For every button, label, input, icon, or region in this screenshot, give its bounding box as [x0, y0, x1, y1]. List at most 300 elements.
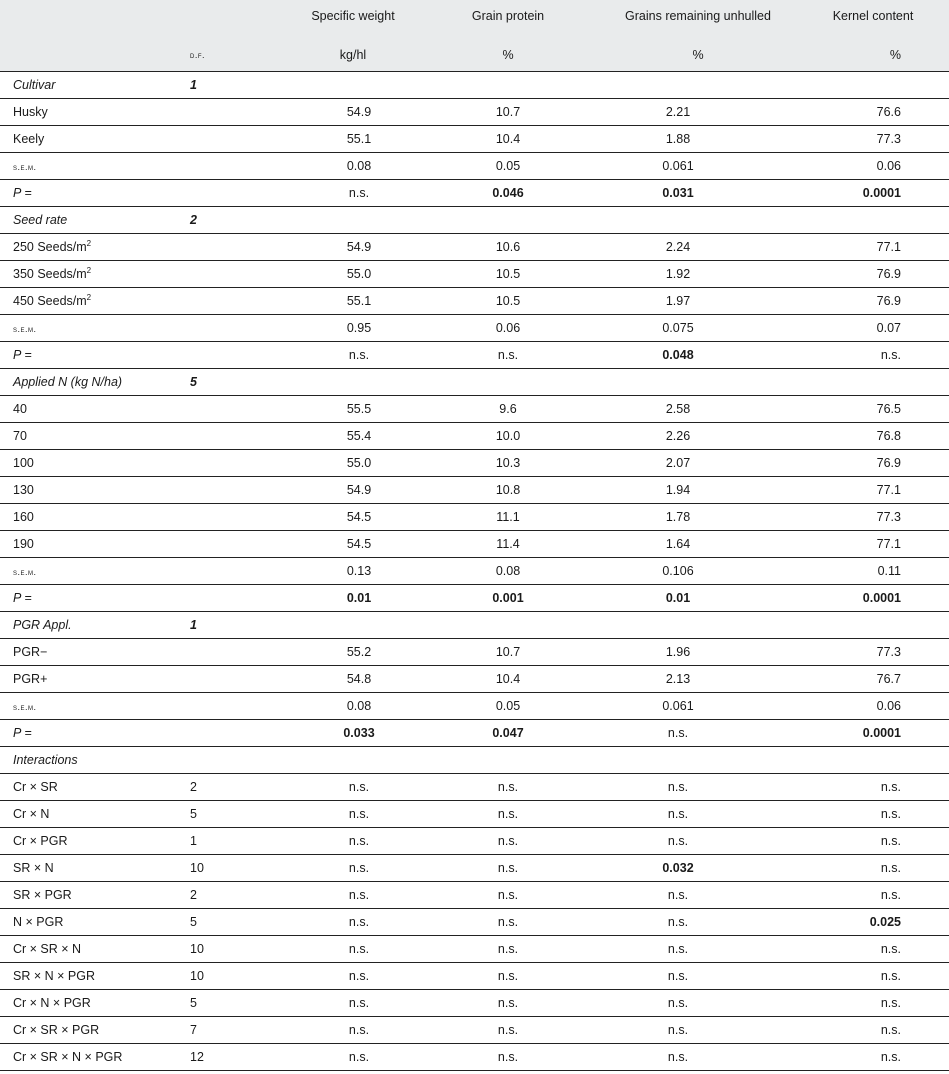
value-cell: 2.24: [588, 234, 808, 261]
row-label: [0, 882, 188, 909]
value-cell: 54.5: [278, 504, 428, 531]
df-cell: 10: [188, 855, 278, 882]
row-label-text: Keely: [13, 132, 45, 146]
value-cell: n.s.: [278, 801, 428, 828]
row-label-text: Cr × SR × PGR: [13, 1023, 100, 1037]
unit-grain-protein: %: [428, 38, 588, 72]
row-label: [0, 666, 188, 693]
row-label-text: Cultivar: [13, 78, 56, 92]
row-label-text: Interactions: [13, 753, 78, 767]
value-cell: 0.01: [588, 585, 808, 612]
value-cell: n.s.: [428, 774, 588, 801]
value-cell: 0.0001: [808, 720, 949, 747]
value-cell: 2.13: [588, 666, 808, 693]
row-label-text: Seed rate: [13, 213, 68, 227]
value-cell: [428, 369, 588, 396]
row-label-text: SR × N × PGR: [13, 969, 95, 983]
value-cell: 0.08: [278, 693, 428, 720]
table-row: [0, 450, 949, 477]
df-cell: [188, 288, 278, 315]
row-label: [0, 639, 188, 666]
value-cell: n.s.: [808, 774, 949, 801]
value-cell: 2.26: [588, 423, 808, 450]
value-cell: n.s.: [428, 801, 588, 828]
row-label-text: s.e.m.: [13, 567, 37, 577]
value-cell: n.s.: [808, 936, 949, 963]
value-cell: 0.06: [808, 693, 949, 720]
df-cell: [188, 315, 278, 342]
value-cell: 11.4: [428, 531, 588, 558]
superscript: 2: [86, 238, 92, 248]
table-row: [0, 1017, 949, 1044]
value-cell: [588, 207, 808, 234]
value-cell: 0.08: [278, 153, 428, 180]
value-cell: n.s.: [808, 882, 949, 909]
header-kernel-content: Kernel content: [808, 0, 949, 38]
value-cell: 55.0: [278, 261, 428, 288]
value-cell: 2.07: [588, 450, 808, 477]
value-cell: n.s.: [808, 963, 949, 990]
table-row: [0, 855, 949, 882]
table-row: [0, 936, 949, 963]
row-label-text: N × PGR: [13, 915, 64, 929]
df-cell: [188, 720, 278, 747]
df-cell: [188, 450, 278, 477]
value-cell: 0.048: [588, 342, 808, 369]
df-cell: [188, 693, 278, 720]
table-row: [0, 774, 949, 801]
section-row: [0, 207, 949, 234]
df-cell: 5: [188, 990, 278, 1017]
row-label: [0, 477, 188, 504]
value-cell: n.s.: [428, 909, 588, 936]
row-label-text: Cr × SR: [13, 780, 58, 794]
section-label: [0, 612, 188, 639]
value-cell: 77.3: [808, 639, 949, 666]
value-cell: 0.05: [428, 153, 588, 180]
row-label: [0, 990, 188, 1017]
table-row: [0, 882, 949, 909]
df-cell: 10: [188, 936, 278, 963]
df-cell: [188, 666, 278, 693]
unit-df: d.f.: [188, 38, 278, 72]
value-cell: 2.58: [588, 396, 808, 423]
value-cell: 10.7: [428, 99, 588, 126]
row-label-text: P =: [13, 726, 32, 740]
unit-blank: [0, 38, 188, 72]
df-cell: [188, 99, 278, 126]
value-cell: 55.1: [278, 288, 428, 315]
value-cell: n.s.: [588, 936, 808, 963]
row-label: [0, 774, 188, 801]
row-label-text: 40: [13, 402, 27, 416]
df-cell: [188, 477, 278, 504]
table-row: [0, 342, 949, 369]
unit-kernel-content: %: [808, 38, 949, 72]
value-cell: 0.031: [588, 180, 808, 207]
value-cell: 0.032: [588, 855, 808, 882]
value-cell: n.s.: [808, 855, 949, 882]
value-cell: n.s.: [278, 1044, 428, 1071]
df-cell: 1: [188, 72, 278, 99]
value-cell: 76.7: [808, 666, 949, 693]
value-cell: 76.9: [808, 450, 949, 477]
value-cell: n.s.: [428, 882, 588, 909]
row-label: [0, 423, 188, 450]
value-cell: 54.9: [278, 477, 428, 504]
value-cell: [588, 747, 808, 774]
value-cell: 0.061: [588, 693, 808, 720]
value-cell: n.s.: [428, 936, 588, 963]
table-row: [0, 153, 949, 180]
value-cell: 0.05: [428, 693, 588, 720]
value-cell: 1.64: [588, 531, 808, 558]
value-cell: [428, 612, 588, 639]
value-cell: 1.94: [588, 477, 808, 504]
section-row: [0, 612, 949, 639]
value-cell: 1.97: [588, 288, 808, 315]
value-cell: n.s.: [588, 720, 808, 747]
df-cell: [188, 639, 278, 666]
value-cell: 10.4: [428, 126, 588, 153]
header-grains-unhulled: Grains remaining unhulled: [588, 0, 808, 38]
df-cell: [188, 396, 278, 423]
table-row: [0, 909, 949, 936]
value-cell: 76.6: [808, 99, 949, 126]
row-label: [0, 531, 188, 558]
table-row: [0, 180, 949, 207]
table-row: [0, 1044, 949, 1071]
value-cell: 1.96: [588, 639, 808, 666]
row-label-text: Cr × PGR: [13, 834, 68, 848]
sem-label: [0, 153, 188, 180]
row-label-text: PGR−: [13, 645, 48, 659]
row-label: [0, 234, 188, 261]
df-cell: 2: [188, 207, 278, 234]
value-cell: n.s.: [588, 909, 808, 936]
value-cell: n.s.: [428, 855, 588, 882]
value-cell: n.s.: [808, 1017, 949, 1044]
value-cell: 10.0: [428, 423, 588, 450]
row-label: [0, 396, 188, 423]
section-row: [0, 72, 949, 99]
row-label-text: 160: [13, 510, 34, 524]
row-label-text: P =: [13, 348, 32, 362]
row-label-text: Husky: [13, 105, 48, 119]
value-cell: 0.95: [278, 315, 428, 342]
row-label: [0, 126, 188, 153]
value-cell: 0.047: [428, 720, 588, 747]
row-label: [0, 936, 188, 963]
df-cell: [188, 342, 278, 369]
row-label-text: Cr × N: [13, 807, 50, 821]
value-cell: n.s.: [428, 828, 588, 855]
row-label-text: P =: [13, 591, 32, 605]
value-cell: 76.9: [808, 288, 949, 315]
value-cell: [278, 369, 428, 396]
df-cell: [188, 180, 278, 207]
section-row: [0, 369, 949, 396]
table-row: [0, 531, 949, 558]
value-cell: n.s.: [588, 1044, 808, 1071]
superscript: 2: [86, 265, 92, 275]
df-cell: [188, 585, 278, 612]
value-cell: 1.78: [588, 504, 808, 531]
table-row: [0, 828, 949, 855]
value-cell: n.s.: [588, 801, 808, 828]
value-cell: n.s.: [808, 990, 949, 1017]
value-cell: n.s.: [428, 963, 588, 990]
value-cell: [588, 612, 808, 639]
value-cell: 0.01: [278, 585, 428, 612]
row-label-text: Cr × SR × N: [13, 942, 82, 956]
row-label: [0, 504, 188, 531]
value-cell: [278, 612, 428, 639]
sem-label: [0, 558, 188, 585]
value-cell: 0.07: [808, 315, 949, 342]
table-row: [0, 801, 949, 828]
sem-label: [0, 693, 188, 720]
value-cell: n.s.: [428, 342, 588, 369]
df-cell: [188, 558, 278, 585]
sem-label: [0, 315, 188, 342]
row-label: [0, 801, 188, 828]
value-cell: 10.4: [428, 666, 588, 693]
value-cell: n.s.: [588, 882, 808, 909]
value-cell: 0.0001: [808, 585, 949, 612]
table-row: [0, 504, 949, 531]
table-header: [0, 0, 949, 72]
value-cell: 77.1: [808, 234, 949, 261]
value-cell: n.s.: [588, 828, 808, 855]
table-row: [0, 423, 949, 450]
row-label: [0, 828, 188, 855]
row-label-text: 450 Seeds/m: [13, 294, 87, 308]
df-cell: 12: [188, 1044, 278, 1071]
value-cell: 0.001: [428, 585, 588, 612]
section-label: [0, 72, 188, 99]
table-row: [0, 963, 949, 990]
value-cell: 55.0: [278, 450, 428, 477]
value-cell: n.s.: [278, 342, 428, 369]
value-cell: n.s.: [808, 801, 949, 828]
row-label-text: 70: [13, 429, 27, 443]
value-cell: 10.6: [428, 234, 588, 261]
section-label: [0, 369, 188, 396]
value-cell: 77.1: [808, 531, 949, 558]
df-cell: [188, 747, 278, 774]
value-cell: n.s.: [278, 855, 428, 882]
value-cell: 54.9: [278, 99, 428, 126]
df-cell: 2: [188, 882, 278, 909]
unit-grains-unhulled: %: [588, 38, 808, 72]
p-label: [0, 585, 188, 612]
value-cell: 9.6: [428, 396, 588, 423]
row-label: [0, 450, 188, 477]
value-cell: n.s.: [588, 774, 808, 801]
row-label-text: Cr × N × PGR: [13, 996, 91, 1010]
value-cell: 76.5: [808, 396, 949, 423]
df-cell: [188, 261, 278, 288]
table-row: [0, 288, 949, 315]
df-cell: 1: [188, 828, 278, 855]
row-label: [0, 963, 188, 990]
table-row: [0, 639, 949, 666]
value-cell: 55.4: [278, 423, 428, 450]
row-label: [0, 909, 188, 936]
value-cell: 77.3: [808, 504, 949, 531]
value-cell: n.s.: [278, 774, 428, 801]
value-cell: [428, 747, 588, 774]
value-cell: 55.1: [278, 126, 428, 153]
header-blank: [0, 0, 188, 38]
value-cell: 2.21: [588, 99, 808, 126]
value-cell: 10.8: [428, 477, 588, 504]
value-cell: 55.5: [278, 396, 428, 423]
value-cell: 0.046: [428, 180, 588, 207]
row-label-text: SR × N: [13, 861, 54, 875]
value-cell: 0.061: [588, 153, 808, 180]
df-cell: 7: [188, 1017, 278, 1044]
value-cell: 10.5: [428, 261, 588, 288]
value-cell: n.s.: [278, 1017, 428, 1044]
value-cell: 11.1: [428, 504, 588, 531]
section-row: [0, 747, 949, 774]
p-label: [0, 342, 188, 369]
table-row: [0, 558, 949, 585]
value-cell: n.s.: [588, 1017, 808, 1044]
table-row: [0, 477, 949, 504]
value-cell: 0.025: [808, 909, 949, 936]
df-cell: 10: [188, 963, 278, 990]
value-cell: 10.5: [428, 288, 588, 315]
value-cell: [428, 207, 588, 234]
value-cell: [808, 207, 949, 234]
value-cell: 0.11: [808, 558, 949, 585]
p-label: [0, 720, 188, 747]
row-label: [0, 1044, 188, 1071]
value-cell: 0.033: [278, 720, 428, 747]
value-cell: n.s.: [428, 1044, 588, 1071]
value-cell: n.s.: [428, 1017, 588, 1044]
row-label-text: PGR Appl.: [13, 618, 72, 632]
value-cell: 55.2: [278, 639, 428, 666]
value-cell: [588, 369, 808, 396]
value-cell: [588, 72, 808, 99]
value-cell: 10.7: [428, 639, 588, 666]
value-cell: 0.0001: [808, 180, 949, 207]
value-cell: n.s.: [588, 963, 808, 990]
value-cell: [278, 72, 428, 99]
value-cell: n.s.: [278, 882, 428, 909]
df-cell: 5: [188, 369, 278, 396]
value-cell: n.s.: [278, 909, 428, 936]
value-cell: 1.88: [588, 126, 808, 153]
row-label: [0, 855, 188, 882]
row-label-text: Applied N (kg N/ha): [13, 375, 123, 389]
row-label-text: 130: [13, 483, 34, 497]
value-cell: n.s.: [428, 990, 588, 1017]
df-cell: 5: [188, 909, 278, 936]
table-row: [0, 99, 949, 126]
header-grain-protein: Grain protein: [428, 0, 588, 38]
table-row: [0, 666, 949, 693]
df-cell: 1: [188, 612, 278, 639]
df-cell: [188, 153, 278, 180]
table-row: [0, 315, 949, 342]
table-row: [0, 585, 949, 612]
table-row: [0, 990, 949, 1017]
value-cell: 77.3: [808, 126, 949, 153]
df-cell: 5: [188, 801, 278, 828]
header-specific-weight: Specific weight: [278, 0, 428, 38]
value-cell: n.s.: [588, 990, 808, 1017]
value-cell: 0.075: [588, 315, 808, 342]
value-cell: 76.9: [808, 261, 949, 288]
value-cell: 1.92: [588, 261, 808, 288]
value-cell: [278, 747, 428, 774]
value-cell: n.s.: [808, 1044, 949, 1071]
row-label: [0, 261, 188, 288]
value-cell: 0.06: [808, 153, 949, 180]
value-cell: [808, 72, 949, 99]
unit-specific-weight: kg/hl: [278, 38, 428, 72]
value-cell: 10.3: [428, 450, 588, 477]
df-cell: [188, 423, 278, 450]
section-label: [0, 207, 188, 234]
row-label-text: P =: [13, 186, 32, 200]
row-label-text: 350 Seeds/m: [13, 267, 87, 281]
value-cell: 54.9: [278, 234, 428, 261]
value-cell: n.s.: [278, 828, 428, 855]
section-label: [0, 747, 188, 774]
df-cell: [188, 504, 278, 531]
row-label: [0, 288, 188, 315]
row-label-text: s.e.m.: [13, 702, 37, 712]
value-cell: n.s.: [278, 180, 428, 207]
value-cell: 76.8: [808, 423, 949, 450]
row-label-text: s.e.m.: [13, 324, 37, 334]
value-cell: [808, 369, 949, 396]
row-label-text: PGR+: [13, 672, 48, 686]
value-cell: 0.08: [428, 558, 588, 585]
value-cell: [808, 747, 949, 774]
row-label: [0, 99, 188, 126]
df-cell: [188, 531, 278, 558]
row-label-text: 250 Seeds/m: [13, 240, 87, 254]
value-cell: 54.5: [278, 531, 428, 558]
value-cell: 0.06: [428, 315, 588, 342]
value-cell: [278, 207, 428, 234]
value-cell: n.s.: [808, 342, 949, 369]
row-label-text: s.e.m.: [13, 162, 37, 172]
value-cell: n.s.: [278, 963, 428, 990]
row-label: [0, 1017, 188, 1044]
table-row: [0, 261, 949, 288]
value-cell: [808, 612, 949, 639]
df-cell: [188, 126, 278, 153]
value-cell: [428, 72, 588, 99]
superscript: 2: [86, 292, 92, 302]
header-blank-df: [188, 0, 278, 38]
row-label-text: 100: [13, 456, 34, 470]
row-label-text: 190: [13, 537, 34, 551]
table-row: [0, 720, 949, 747]
value-cell: n.s.: [278, 990, 428, 1017]
value-cell: 0.13: [278, 558, 428, 585]
row-label-text: Cr × SR × N × PGR: [13, 1050, 123, 1064]
value-cell: n.s.: [808, 828, 949, 855]
